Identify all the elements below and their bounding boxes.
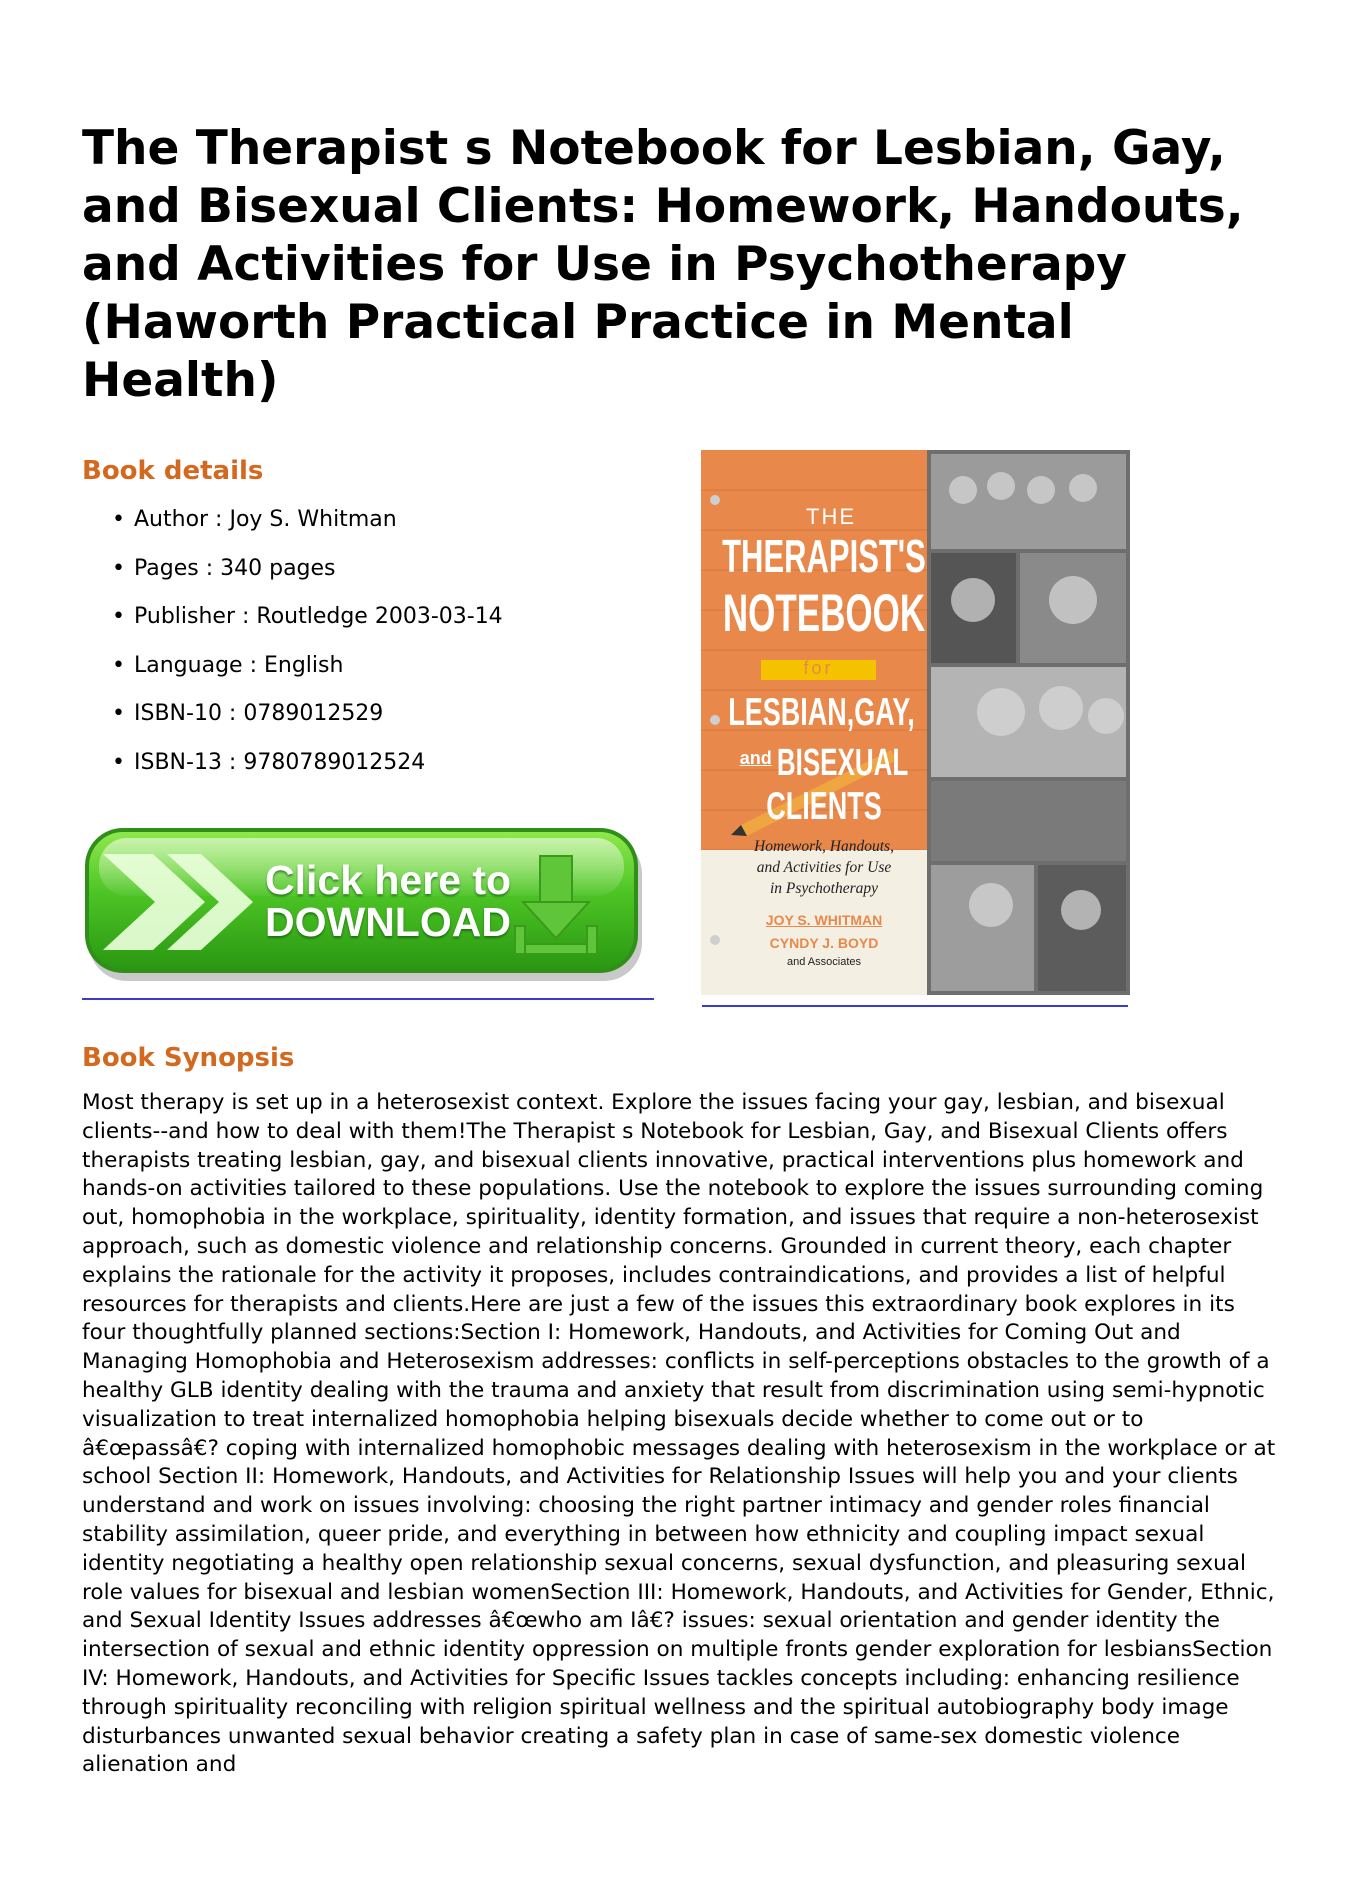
cover-title-the: THE — [806, 504, 856, 529]
cover-title-clients: CLIENTS — [766, 784, 882, 828]
bullet-icon: • — [112, 555, 125, 581]
cover-subtitle-line2: and Activities for Use — [756, 859, 892, 876]
detail-publisher: • Publisher : Routledge 2003-03-14 — [112, 602, 503, 651]
download-label-line2: DOWNLOAD — [265, 899, 511, 945]
cover-author2: CYNDY J. BOYD — [769, 935, 879, 951]
page-title: The Therapist s Notebook for Lesbian, Gay, and Bisexual Clients: Homework, Handouts, and Activities for Use in Psychotherapy (Haworth Practical Practice in Mental Health) — [82, 121, 1244, 408]
book-details-list — [112, 505, 503, 796]
bullet-icon: • — [112, 604, 125, 629]
detail-language: • Language : English — [112, 651, 503, 700]
cover-author3: and Associates — [787, 956, 861, 968]
cover-title-notebook: NOTEBOOK — [722, 584, 926, 643]
cover-author1: JOY S. WHITMAN — [765, 912, 883, 928]
cover-title-for: for — [803, 658, 834, 678]
bullet-icon: • — [112, 749, 125, 775]
detail-isbn13: • ISBN-13 : 9780789012524 — [112, 748, 503, 797]
cover-title-lesbian-gay: LESBIAN,GAY, — [728, 690, 915, 734]
synopsis-text: Most therapy is set up in a heterosexist context. Explore the issues facing your gay, lesbian, and bisexual clients--and how to deal with them!The Therapist s Notebook for Lesbian, Gay, and Bisexual Clients offers therapists treating lesbian, gay, and bisexual clients innovative, practical interventions plus homework and hands-on activities tailored to these populations. Use the notebook to explore the issues surrounding coming out, homophobia in the workplace, spirituality, identity formation, and issues that require a non-heterosexist approach, such as domestic violence and relationship concerns. Grounded in current theory, each chapter explains the rationale for the activity it proposes, includes contraindications, and provides a list of helpful resources for therapists and clients.Here are just a few of the issues this extraordinary book explores in its four thoughtfully planned sections:Section I: Homework, Handouts, and Activities for Coming Out and Managing Homophobia and Heterosexism addresses: conflicts in self-perceptions obstacles to the growth of a healthy GLB identity dealing with the trauma and anxiety that result from discrimination using semi-hypnotic visualization to treat internalized homophobia helping bisexuals decide whether to come out or to â€œpassâ€? coping with internalized homophobic messages dealing with heterosexism in the workplace or at school Section II: Homework, Handouts, and Activities for Relationship Issues will help you and your clients understand and work on issues involving: choosing the right partner intimacy and gender roles financial stability assimilation, queer pride, and everything in between how ethnicity and coupling impact sexual identity negotiating a healthy open relationship sexual concerns, sexual dysfunction, and pleasuring sexual role values for bisexual and lesbian womenSection III: Homework, Handouts, and Activities for Gender, Ethnic, and Sexual Identity Issues addresses â€œwho am Iâ€? issues: sexual orientation and gender identity the intersection of sexual and ethnic identity oppression on multiple fronts gender exploration for lesbiansSection IV: Homework, Handouts, and Activities for Specific Issues tackles concepts including: enhancing resilience through spirituality reconciling with religion spiritual wellness and the spiritual autobiography body image disturbances unwanted sexual behavior creating a safety plan in case of same-sex domestic violence alienation and — [82, 1090, 1276, 1778]
cover-link-underline — [702, 1005, 1128, 1007]
bullet-icon: • — [112, 507, 125, 532]
bullet-icon: • — [112, 652, 125, 678]
cover-title-and: and — [739, 748, 772, 768]
detail-isbn10: • ISBN-10 : 0789012529 — [112, 699, 503, 748]
book-cover[interactable] — [701, 450, 1130, 995]
cover-title-bisexual: BISEXUAL — [776, 740, 909, 784]
detail-author: • Author : Joy S. Whitman — [112, 505, 503, 554]
cover-title-therapists: THERAPIST'S — [722, 530, 926, 583]
link-underline — [82, 998, 654, 1000]
book-details-heading: Book details — [82, 456, 264, 486]
cover-subtitle-line3: in Psychotherapy — [769, 880, 879, 897]
download-button[interactable] — [83, 826, 648, 986]
bullet-icon: • — [112, 701, 125, 726]
download-label-line1: Click here to — [265, 857, 512, 903]
book-synopsis-heading: Book Synopsis — [82, 1043, 295, 1073]
detail-pages: • Pages : 340 pages — [112, 554, 503, 603]
cover-subtitle-line1: Homework, Handouts, — [754, 838, 894, 855]
